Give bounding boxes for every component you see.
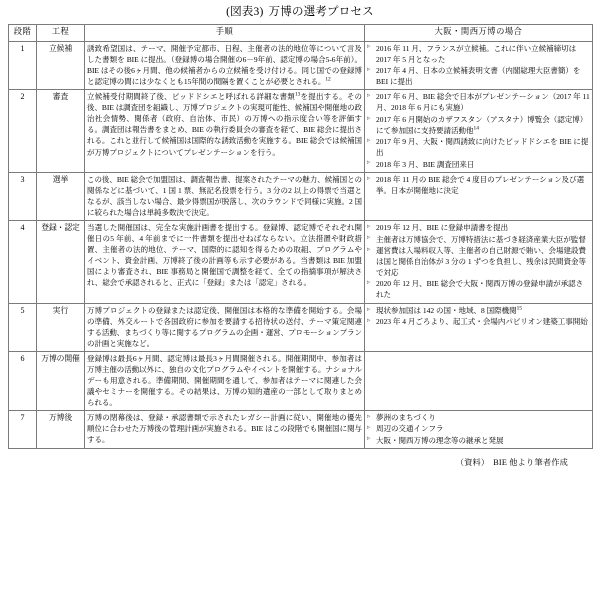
list-item-label: 主催者は万博協会で、万博特措法に基づき経済産業大臣が監督 (376, 234, 586, 244)
osaka-event-list (367, 174, 590, 196)
figure-title-text: 万博の選考プロセス (268, 6, 374, 18)
list-item (367, 435, 590, 446)
cell-steps (85, 410, 365, 448)
column-header-osaka: 大阪・関西万博の場合 (365, 24, 593, 41)
cell-steps (85, 41, 365, 90)
list-item-label: 2017 年 6 月、BIE 総会で日本がプレゼンテーション（2017 年 11 月、2018 年 6 月にも実施） (376, 92, 590, 113)
table-row (9, 221, 593, 304)
list-item (367, 174, 590, 196)
column-header-process: 工程 (37, 24, 85, 41)
table-row (9, 351, 593, 410)
list-item (367, 43, 590, 65)
list-item (367, 412, 590, 423)
list-item-label: 2023 年 4 月ごろより、起工式・会場内パビリオン建築工事開始 (376, 317, 588, 327)
list-item-label: 2018 年 11 月の BIE 総会で 4 度目のプレゼンテーション及び選挙。日本が開催地に決定 (376, 175, 585, 196)
list-item-label: 2019 年 12 月、BIE に登録申請書を提出 (376, 223, 509, 233)
footnote-marker: 15 (516, 305, 523, 312)
steps-text: 万博プロジェクトの登録または認定後、開催国は本格的な準備を開始する。会場の準備、外交ルートで各国政府に参加を要請する招待状の送付、テーマ策定関連する活動、まちづくり等に関するプログラムの企画・運営、プロモーションプランの計画と実施など。 (87, 305, 362, 348)
cell-osaka-case (365, 90, 593, 173)
osaka-event-list (367, 305, 590, 327)
list-item (367, 423, 590, 434)
expo-selection-process-table (8, 24, 593, 450)
cell-osaka-case (365, 351, 593, 410)
steps-text-part: を提出する。その後、BIE は調査団を組織し、万博プロジェクトの実現可能性、候補国や開催地の政治社会情勢、関係者（政府、自治体、市民）の万博への指示度合い等を評価する。調査団は報告書をまとめ、BIE の執行委員会の審査を経て、BIE 総会に提出される。これと並行して候補国は国際的な誘致活動を実施する。BIE 総会では候補国が万博プロジェクトについてプレゼンテーションを行う。 (87, 92, 362, 157)
steps-text: この後、BIE 総会で加盟国は、調査報告書、提案されたテーマの魅力、候補国との関係などに基づいて、1 国 1 票、無記名投票を行う。3 分の2 以上の得票で当選となるが、該当しない場合、最少得票国が脱落し、次のラウンドで同様に実施。2 国に絞られた場合は単純多数決で決定。 (87, 175, 362, 218)
list-item-label: 夢洲のまちづくり (376, 412, 436, 422)
list-item-label: 2020 年 12 月、BIE 総会で大阪・関西万博の登録申請が承認された (376, 279, 584, 300)
table-header-row (9, 24, 593, 41)
cell-stage: 3 (9, 173, 37, 221)
steps-text: 当選した開催国は、完全な実施計画書を提出する。登録博、認定博でそれぞれ開催日の5 年前、4 年前までに一件書類を提出せねばならない。立法措置や財政措置、主催者の法的地位、テーマ、国際的に認知を得るための取組、プログラムやイベント、資金計画、万博終了後の計画等も示す必要がある。当書類は BIE 加盟国により審査され、BIE 事務局と開催国で調整を経て、全ての指摘事項が解決され、総会で承認されると、正式に「登録」または「認定」される。 (87, 223, 362, 288)
footnote-marker: 14 (473, 125, 479, 132)
source-label: （資料） (455, 458, 490, 468)
list-item (367, 114, 590, 136)
list-item (367, 159, 590, 170)
cell-stage: 4 (9, 221, 37, 304)
osaka-event-list (367, 43, 590, 87)
cell-steps (85, 173, 365, 221)
list-item (367, 316, 590, 327)
list-item (367, 91, 590, 113)
cell-stage: 1 (9, 41, 37, 90)
steps-text-part: 立候補受付期間終了後、ビッドドシエと呼ばれる詳細な書類 (87, 92, 295, 102)
cell-process: 万博の開催 (37, 351, 85, 410)
list-item-label: 2016 年 11 月、フランスが立候補。これに伴い立候補締切は 2017 年 5 月となった (376, 43, 577, 64)
table-row (9, 303, 593, 351)
cell-stage: 5 (9, 303, 37, 351)
cell-process: 立候補 (37, 41, 85, 90)
cell-process: 審査 (37, 90, 85, 173)
table-row (9, 173, 593, 221)
cell-osaka-case (365, 410, 593, 448)
steps-text: 万博の閉幕後は、登録・承認書類で示されたレガシー計画に従い、開催地の優先順位に合わせた万博後の管理計画が実施される。BIE はこの段階でも開催国に関与する。 (87, 412, 362, 444)
cell-process: 選挙 (37, 173, 85, 221)
list-item-label: 大阪・関西万博の理念等の継承と発展 (376, 435, 504, 445)
list-item-label: 現状参加国は 142 の国・地域、8 国際機関 (376, 305, 517, 315)
cell-osaka-case (365, 173, 593, 221)
osaka-event-list (367, 91, 590, 169)
cell-osaka-case (365, 221, 593, 304)
cell-stage: 2 (9, 90, 37, 173)
steps-text: 登録博は最長6ヶ月間、認定博は最長3ヶ月間開催される。開催期間中、参加者は万博主催の活動以外に、独自の文化プログラムやイベントを開催する。ナショナルデーも用意される。準備期間、開催期間を通して、参加者はテーマに関連した会議やセミナーを開催する。その結果は、万博の知的遺産の一部として取りまとめられる。 (87, 353, 362, 407)
cell-steps (85, 303, 365, 351)
list-item-label: 2017 年 4 月、日本の立候補表明文書（内閣総理大臣書簡）を BEI に提出 (376, 66, 581, 87)
list-item (367, 222, 590, 233)
footnote-marker: 12 (325, 76, 331, 83)
footnote-marker: 13 (294, 91, 301, 98)
cell-steps (85, 351, 365, 410)
osaka-event-list (367, 222, 590, 300)
cell-steps (85, 90, 365, 173)
cell-process: 登録・認定 (37, 221, 85, 304)
osaka-event-list (367, 412, 590, 446)
source-text: BIE 他より筆者作成 (493, 458, 568, 468)
cell-stage: 7 (9, 410, 37, 448)
steps-text: 誘致希望国は、テーマ、開催予定都市、日程、主催者の法的地位等について言及した書類を BIE に提出。（登録博の場合開催の6－9年前、認定博の場合5‐6年前）。BIE はその後6ヶ月間、他の候補者からの立候補を受け付ける。同じ国での登録博と認定博の間には少なくとも15年間の間隔を置くことが必要とされる。 (87, 43, 362, 86)
list-item (367, 65, 590, 87)
column-header-stage: 段階 (9, 24, 37, 41)
table-row (9, 410, 593, 448)
list-item-label: 周辺の交通インフラ (376, 424, 444, 434)
figure-title (8, 0, 592, 24)
cell-process: 実行 (37, 303, 85, 351)
figure-number: (図表3) (226, 6, 264, 18)
cell-osaka-case (365, 41, 593, 90)
cell-stage: 6 (9, 351, 37, 410)
column-header-steps: 手順 (85, 24, 365, 41)
table-row (9, 41, 593, 90)
table-row (9, 90, 593, 173)
list-item-label: 2017 年 9 月、大阪・関西誘致に向けたビッドドシエを BIE に提出 (376, 137, 589, 158)
cell-osaka-case (365, 303, 593, 351)
source-note (8, 457, 592, 468)
list-item (367, 136, 590, 158)
cell-process: 万博後 (37, 410, 85, 448)
cell-steps (85, 221, 365, 304)
list-item (367, 234, 590, 245)
list-item-label: 2017 年 6 月開始のカザフスタン（アスタナ）博覧会（認定博）にて参加国に支持要請活動他 (376, 114, 588, 135)
table-body (9, 41, 593, 449)
list-item (367, 245, 590, 278)
list-item (367, 278, 590, 300)
list-item-label: 2018 年 3 月、BIE 調査団来日 (376, 159, 475, 169)
list-item (367, 305, 590, 316)
list-item-label: 運営費は入場料収入等、主催者の自己財源で賄い、会場建設費は国と関係自治体が 3 分の 1 ずつを負担し、残余は民間資金等で対応 (376, 245, 586, 277)
